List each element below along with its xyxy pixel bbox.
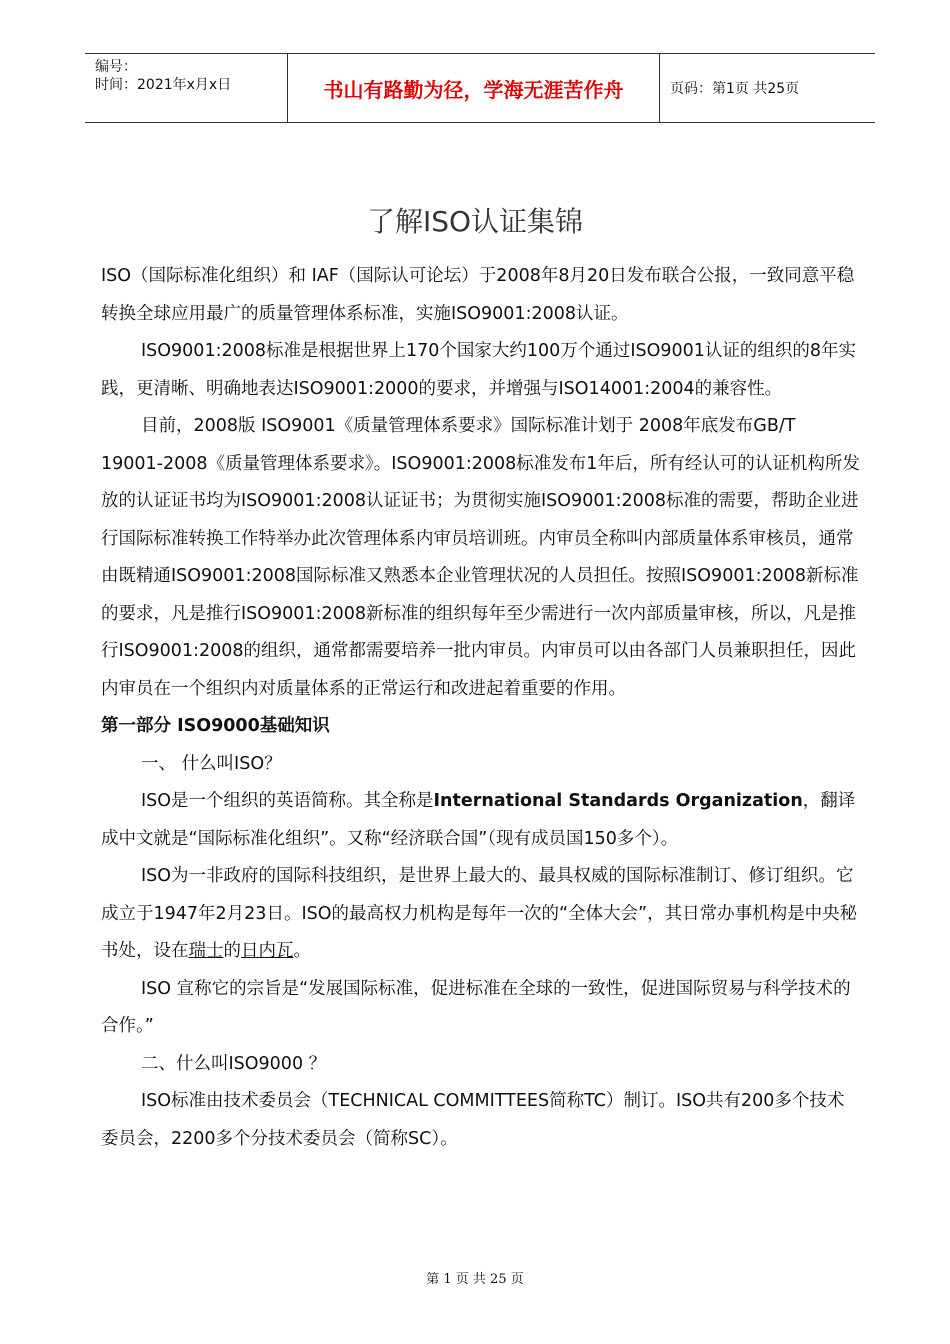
header-meta [85, 54, 287, 122]
paragraph-iso-definition [101, 783, 861, 858]
header-page-info: 页码：第1页 共25页 [670, 81, 800, 97]
text-segment: ISO为一非政府的国际科技组织，是世界上最大的、最具权威的国际标准制订、修订组织。它成立于1947年2月23日。ISO的最高权力机构是每年一次的“全体大会”，其日常办事机构是中央秘书处，设在 [101, 866, 858, 961]
text-segment: 。 [293, 941, 311, 961]
text-segment: 的 [223, 941, 241, 961]
section-heading-part1: 第一部分 ISO9000基础知识 [101, 716, 330, 736]
iso-full-name: International Standards Organization [433, 791, 803, 811]
page-footer: 第 1 页 共 25 页 [426, 1272, 524, 1287]
paragraph-iso-purpose: ISO 宣称它的宗旨是“发展国际标准，促进标准在全球的一致性，促进国际贸易与科学技术的合作。” [101, 978, 851, 1036]
paragraph-intro: ISO（国际标准化组织）和 IAF（国际认可论坛）于2008年8月20日发布联合公报，一致同意平稳转换全球应用最广的质量管理体系标准，实施ISO9001:2008认证。 [101, 266, 855, 324]
question-heading-1: 一、 什么叫ISO？ [141, 753, 282, 774]
paragraph-auditor: 目前，2008版 ISO9001《质量管理体系要求》国际标准计划于 2008年底发布GB/T 19001-2008《质量管理体系要求》。ISO9001:2008标准发布1年后，所有经认可的认证机构所发放的认证证书均为ISO9001:2008认证证书；为贯彻实施ISO9001:2008标准的需要，帮助企业进行国际标准转换工作特举办此次管理体系内审员培训班。内审员全称叫内部质量体系审核员，通常由既精通ISO9001:2008国际标准又熟悉本企业管理状况的人员担任。按照ISO9001:2008新标准的要求，凡是推行ISO9001:2008新标准的组织每年至少需进行一次内部质量审核，所以，凡是推行ISO9001:2008的组织，通常都需要培养一批内审员。内审员可以由各部门人员兼职担任，因此内审员在一个组织内对质量体系的正常运行和改进起着重要的作用。 [101, 416, 860, 699]
paragraph-iso-organization [101, 858, 861, 971]
link-geneva[interactable]: 日内瓦 [241, 941, 294, 961]
text-segment: ，翻译成中文就是“国际标准化组织”。又称“经济联合国”（现有成员国150多个）。 [101, 791, 856, 849]
document-number-label: 编号： [95, 59, 137, 75]
question-heading-2: 二、什么叫ISO9000 ？ [141, 1053, 327, 1074]
link-switzerland[interactable]: 瑞士 [188, 941, 224, 961]
document-title: 了解ISO认证集锦 [366, 205, 584, 238]
paragraph-technical-committees: ISO标准由技术委员会（TECHNICAL COMMITTEES简称TC）制订。ISO共有200多个技术委员会，2200多个分技术委员会（简称SC）。 [101, 1091, 845, 1149]
document-body [101, 258, 861, 1158]
page-header [85, 53, 875, 123]
text-segment: ISO是一个组织的英语简称。其全称是 [141, 791, 434, 811]
paragraph-standard: ISO9001:2008标准是根据世界上170个国家大约100万个通过ISO9001认证的组织的8年实践，更清晰、明确地表达ISO9001:2000的要求，并增强与ISO14001:2004的兼容性。 [101, 341, 857, 399]
document-time-label: 时间：2021年x月x日 [95, 77, 232, 93]
header-motto: 书山有路勤为径，学海无涯苦作舟 [287, 54, 660, 122]
